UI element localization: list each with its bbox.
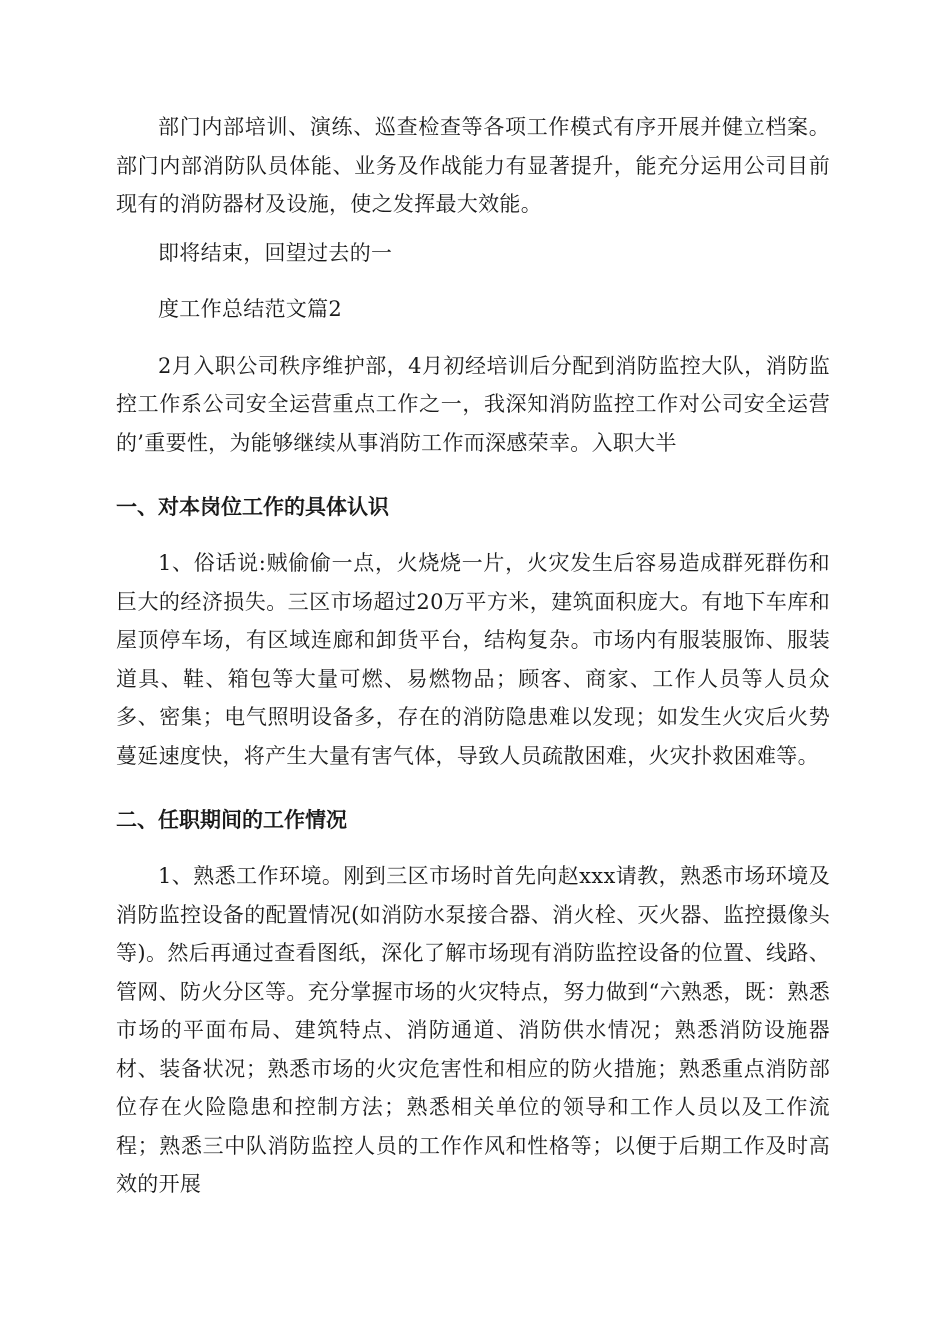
spacer bbox=[116, 272, 830, 290]
spacer bbox=[116, 224, 830, 234]
section-heading-understanding: 一、对本岗位工作的具体认识 bbox=[116, 495, 389, 519]
paragraph-environment: 1、熟悉工作环境。刚到三区市场时首先向赵xxx请教，熟悉市场环境及消防监控设备的配置情况(如消防水泵接合器、消火栓、灭火器、监控摄像头等)。然后再通过查看图纸，深化了解市场现有消防监控设备的位置、线路、管网、防火分区等。充分掌握市场的火灾特点，努力做到“六熟悉，既：熟悉市场的平面布局、建筑特点、消防通道、消防供水情况；熟悉消防设施器材、装备状况；熟悉市场的火灾危害性和相应的防火措施；熟悉重点消防部位存在火险隐患和控制方法；熟悉相关单位的领导和工作人员以及工作流程；熟悉三中队消防监控人员的工作作风和性格等；以便于后期工作及时高效的开展 bbox=[116, 864, 830, 1196]
paragraph-article-title: 度工作总结范文篇2 bbox=[158, 297, 343, 321]
paragraph-intro: 2月入职公司秩序维护部，4月初经培训后分配到消防监控大队，消防监控工作系公司安全运营重点工作之一，我深知消防监控工作对公司安全运营的’重要性，为能够继续从事消防工作而深感荣幸。入职大半 bbox=[116, 353, 830, 455]
spacer bbox=[116, 839, 830, 857]
spacer bbox=[116, 775, 830, 801]
paragraph-training: 部门内部培训、演练、巡查检查等各项工作模式有序开展并健立档案。部门内部消防队员体能、业务及作战能力有显著提升，能充分运用公司目前现有的消防器材及设施，使之发挥最大效能。 bbox=[116, 115, 830, 216]
paragraph-year-end: 即将结束，回望过去的一 bbox=[158, 240, 393, 265]
spacer bbox=[116, 329, 830, 347]
spacer bbox=[116, 462, 830, 488]
paragraph-fire-risk: 1、俗话说:贼偷偷一点，火烧烧一片，火灾发生后容易造成群死群伤和巨大的经济损失。三区市场超过20万平方米，建筑面积庞大。有地下车库和屋顶停车场，有区域连廊和卸货平台，结构复杂。市场内有服装服饰、服装道具、鞋、箱包等大量可燃、易燃物品；顾客、商家、工作人员等人员众多、密集；电气照明设备多，存在的消防隐患难以发现；如发生火灾后火势蔓延速度快，将产生大量有害气体，导致人员疏散困难，火灾扑救困难等。 bbox=[116, 551, 830, 768]
spacer bbox=[116, 526, 830, 544]
section-heading-work-situation: 二、任职期间的工作情况 bbox=[116, 808, 347, 832]
document-page bbox=[116, 108, 830, 1204]
